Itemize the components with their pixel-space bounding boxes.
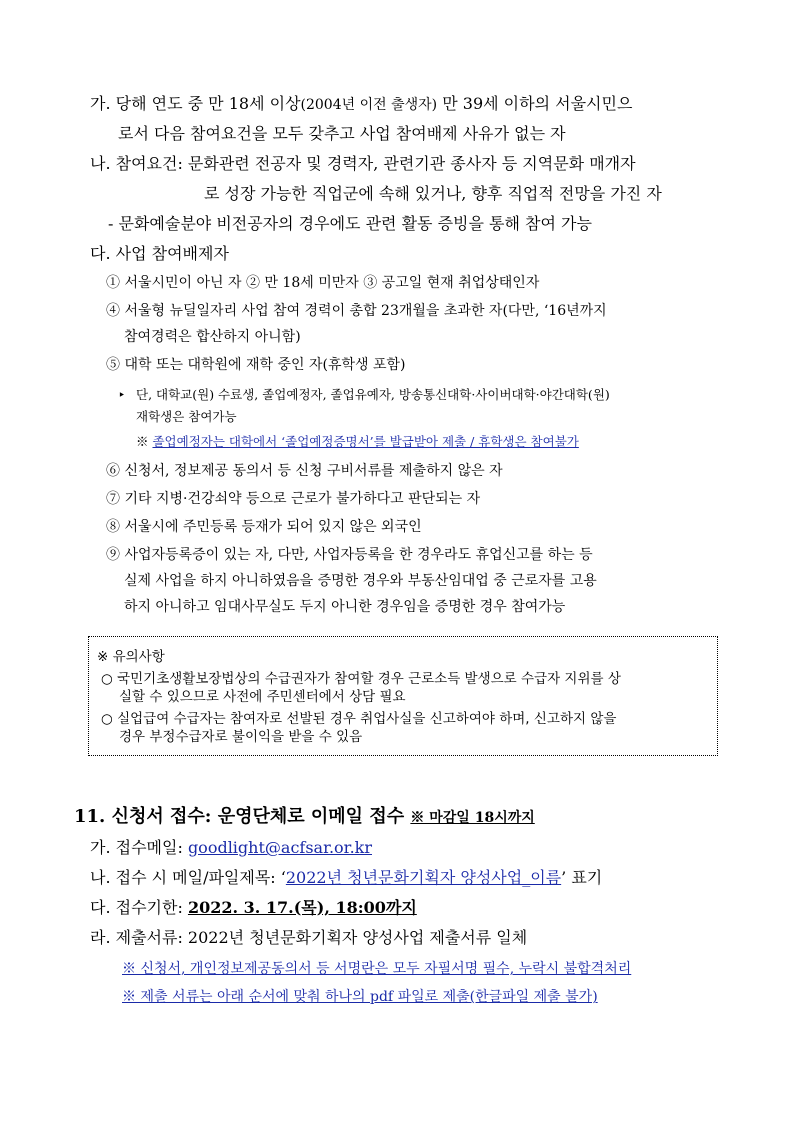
- section-ga-line2: 로서 다음 참여요건을 모두 갖추고 사업 참여배제 사유가 없는 자: [118, 124, 566, 143]
- notice-item-1-line2: 실할 수 있으므로 사전에 주민센터에서 상담 필요: [119, 689, 406, 705]
- exclusion-item-9-line1: ⑨ 사업자등록증이 있는 자, 다만, 사업자등록을 한 경우라도 휴업신고를 하는 등: [106, 547, 593, 563]
- section-ga-birth-note: (2004년 이전 출생자): [300, 97, 438, 113]
- exclusion-item-5: ⑤ 대학 또는 대학원에 재학 중인 자(휴학생 포함): [106, 357, 406, 373]
- exclusion-item-9-line3: 하지 아니하고 임대사무실도 두지 아니한 경우임을 증명한 경우 참여가능: [124, 599, 566, 615]
- exclusion-item-4-line2: 참여경력은 합산하지 아니함): [124, 329, 301, 345]
- section-ga-line1: [90, 94, 632, 114]
- exclusion-item-7: ⑦ 기타 지병·건강쇠약 등으로 근로가 불가하다고 판단되는 자: [106, 491, 481, 507]
- notice-title: ※ 유의사항: [97, 649, 165, 665]
- section-11-title: 11. 신청서 접수: 운영단체로 이메일 접수: [74, 806, 411, 827]
- deadline-value: 2022. 3. 17.(목), 18:00까지: [187, 898, 417, 917]
- exclusion-item-5-sub-line1: 단, 대학교(원) 수료생, 졸업예정자, 졸업유예자, 방송통신대학·사이버대학·야간대학(원): [136, 387, 610, 402]
- exclusion-item-4-line1: ④ 서울형 뉴딜일자리 사업 참여 경력이 총합 23개월을 초과한 자(다만, ‘16년까지: [106, 303, 607, 319]
- notice-box: [88, 636, 718, 756]
- notice-item-2-line2: 경우 부정수급자로 불이익을 받을 수 있음: [119, 729, 363, 745]
- exclusion-item-9-line2: 실제 사업을 하지 아니하였음을 증명한 경우와 부동산임대업 중 근로자를 고용: [124, 573, 597, 589]
- notice-item-2-line1: ○ 실업급여 수급자는 참여자로 선발된 경우 취업사실을 신고하여야 하며, 신고하지 않을: [101, 711, 617, 727]
- email-link[interactable]: goodlight@acfsar.or.kr: [187, 838, 372, 857]
- section-na-line3: - 문화예술분야 비전공자의 경우에도 관련 활동 증빙을 통해 참여 가능: [108, 214, 592, 233]
- email-line: [90, 838, 372, 858]
- email-label: 가. 접수메일:: [90, 838, 188, 857]
- documents-line: 라. 제출서류: 2022년 청년문화기획자 양성사업 제출서류 일체: [90, 928, 528, 947]
- bullet-icon: ‣: [118, 387, 126, 402]
- exclusion-item-1-3: ① 서울시민이 아닌 자 ② 만 18세 미만자 ③ 공고일 현재 취업상태인자: [106, 275, 540, 291]
- section-ga-text-c: 만 39세 이하의 서울시민으: [437, 94, 633, 113]
- deadline-label: 다. 접수기한:: [90, 898, 188, 917]
- exclusion-item-6: ⑥ 신청서, 정보제공 동의서 등 신청 구비서류를 제출하지 않은 자: [106, 463, 503, 479]
- section-na-line1: 나. 참여요건: 문화관련 전공자 및 경력자, 관련기관 종사자 등 지역문화 매개자: [90, 154, 636, 173]
- section-da-title: 다. 사업 참여배제자: [90, 244, 229, 263]
- documents-note-1: ※ 신청서, 개인정보제공동의서 등 서명란은 모두 자필서명 필수, 누락시 불합격처리: [122, 961, 632, 977]
- subject-suffix: ’ 표기: [561, 868, 603, 887]
- documents-note-2: ※ 제출 서류는 아래 순서에 맞춰 하나의 pdf 파일로 제출(한글파일 제출 불가): [122, 989, 598, 1005]
- subject-line: [90, 868, 602, 888]
- section-na-line2: 로 성장 가능한 직업군에 속해 있거나, 향후 직업적 전망을 가진 자: [204, 184, 662, 203]
- section-ga-text-a: 가. 당해 연도 중 만 18세 이상: [90, 94, 301, 113]
- notice-item-1-line1: ○ 국민기초생활보장법상의 수급권자가 참여할 경우 근로소득 발생으로 수급자 지위를 상: [101, 671, 621, 687]
- section-11-heading: [74, 806, 535, 829]
- subject-prefix: 나. 접수 시 메일/파일제목: ‘: [90, 868, 286, 887]
- subject-format: 2022년 청년문화기획자 양성사업_이름: [285, 868, 562, 887]
- graduation-note: 졸업예정자는 대학에서 ‘졸업예정증명서’를 발급받아 제출 / 휴학생은 참여불가: [152, 434, 579, 449]
- exclusion-item-5-sub-line2: 재학생은 참여가능: [136, 409, 237, 424]
- note-mark: ※: [136, 434, 153, 449]
- exclusion-item-8: ⑧ 서울시에 주민등록 등재가 되어 있지 않은 외국인: [106, 519, 422, 535]
- deadline-line: [90, 898, 417, 918]
- deadline-time-note: ※ 마감일 18시까지: [410, 810, 535, 826]
- exclusion-item-5-note: [136, 434, 579, 450]
